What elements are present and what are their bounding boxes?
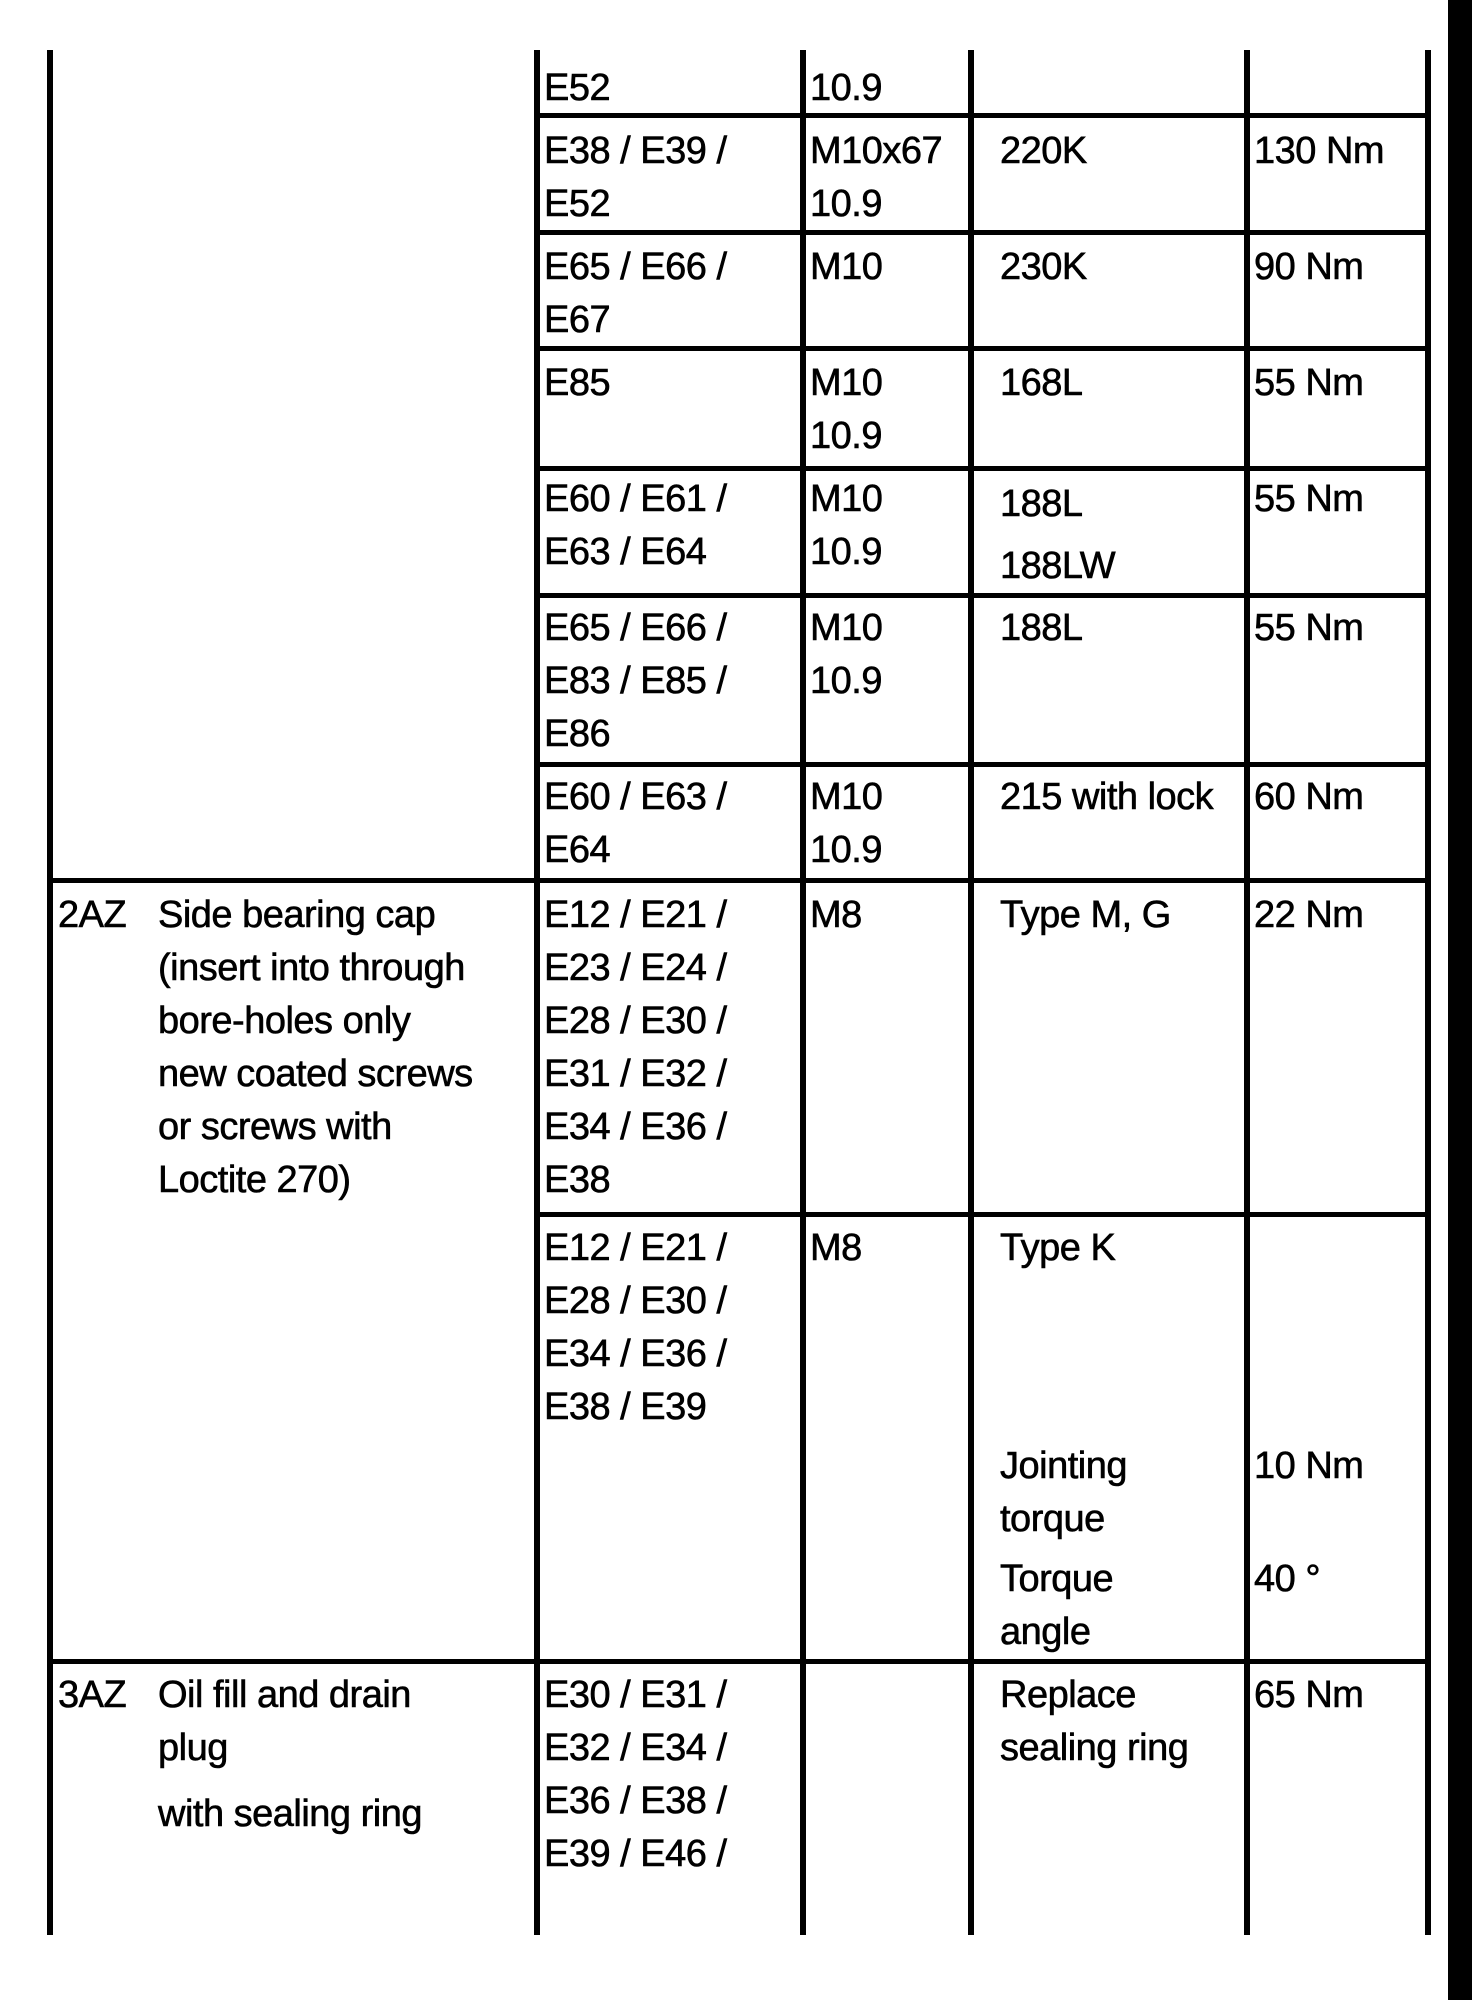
- table-cell-models: E12 / E21 / E23 / E24 / E28 / E30 / E31 / E32 / E34 / E36 / E38: [544, 894, 727, 1201]
- table-cell-models: E65 / E66 / E83 / E85 / E86: [544, 607, 727, 755]
- table-cell-type: 168L: [1000, 362, 1083, 404]
- table-cell-torque: 55 Nm: [1254, 362, 1364, 404]
- table-cell-models: E30 / E31 / E32 / E34 / E36 / E38 / E39 / E46 /: [544, 1674, 727, 1875]
- group-id: 3AZ: [58, 1674, 127, 1716]
- table-cell-torque: 90 Nm: [1254, 246, 1364, 288]
- table-cell-torque: 22 Nm: [1254, 894, 1364, 936]
- scan-edge-bar: [1448, 0, 1472, 2000]
- table-cell-type: 215 with lock: [1000, 776, 1214, 818]
- group-id: 2AZ: [58, 894, 127, 936]
- table-cell-thread: M10 10.9: [810, 776, 883, 871]
- table-cell-models: E65 / E66 / E67: [544, 246, 727, 341]
- table-cell-type: 230K: [1000, 246, 1087, 288]
- group-description: Side bearing cap (insert into through bore-holes only new coated screws or screws with Loctite 270): [158, 894, 473, 1201]
- column-divider-thread: [800, 50, 806, 1935]
- table-cell-thread: M8: [810, 1227, 862, 1269]
- column-divider-models: [534, 50, 540, 1935]
- table-cell-torque: 55 Nm: [1254, 478, 1364, 520]
- table-cell-torque: 65 Nm: [1254, 1674, 1364, 1716]
- row-divider: [534, 593, 1431, 598]
- table-cell-thread: M10 10.9: [810, 362, 883, 457]
- table-cell-type: Type K: [1000, 1227, 1116, 1269]
- table-cell-thread: M10 10.9: [810, 478, 883, 573]
- table-cell-models: E52: [544, 67, 611, 109]
- table-cell-type: Replace sealing ring: [1000, 1674, 1189, 1769]
- row-divider: [534, 762, 1431, 767]
- table-cell-models: E38 / E39 / E52: [544, 130, 727, 225]
- table-cell-type: 188L 188LW: [1000, 483, 1116, 587]
- table-cell-models: E85: [544, 362, 611, 404]
- table-cell-thread: M10: [810, 246, 883, 288]
- table-cell-torque: 55 Nm: [1254, 607, 1364, 649]
- table-cell-thread: 10.9: [810, 67, 882, 109]
- table-border-right: [1425, 50, 1431, 1935]
- table-cell-models: E60 / E61 / E63 / E64: [544, 478, 727, 573]
- row-divider: [534, 1212, 1431, 1217]
- procedure-step-value: 40 °: [1254, 1558, 1321, 1600]
- procedure-step-value: 10 Nm: [1254, 1445, 1364, 1487]
- table-cell-models: E60 / E63 / E64: [544, 776, 727, 871]
- group-divider: [47, 1659, 1431, 1664]
- table-cell-thread: M10 10.9: [810, 607, 883, 702]
- table-cell-models: E12 / E21 / E28 / E30 / E34 / E36 / E38 / E39: [544, 1227, 727, 1428]
- row-divider: [534, 466, 1431, 471]
- table-cell-type: 220K: [1000, 130, 1087, 172]
- table-border-left: [47, 50, 53, 1935]
- table-cell-type: 188L: [1000, 607, 1083, 649]
- group-description: Oil fill and drain plug: [158, 1674, 411, 1769]
- group-description-extra: with sealing ring: [158, 1793, 422, 1835]
- group-divider: [47, 878, 1431, 883]
- procedure-step-label: Torque angle: [1000, 1558, 1114, 1653]
- column-divider-type: [968, 50, 974, 1935]
- table-cell-thread: M8: [810, 894, 862, 936]
- table-cell-torque: 60 Nm: [1254, 776, 1364, 818]
- procedure-step-label: Jointing torque: [1000, 1445, 1127, 1540]
- table-cell-type: Type M, G: [1000, 894, 1171, 936]
- table-cell-thread: M10x67 10.9: [810, 130, 943, 225]
- table-cell-torque: 130 Nm: [1254, 130, 1385, 172]
